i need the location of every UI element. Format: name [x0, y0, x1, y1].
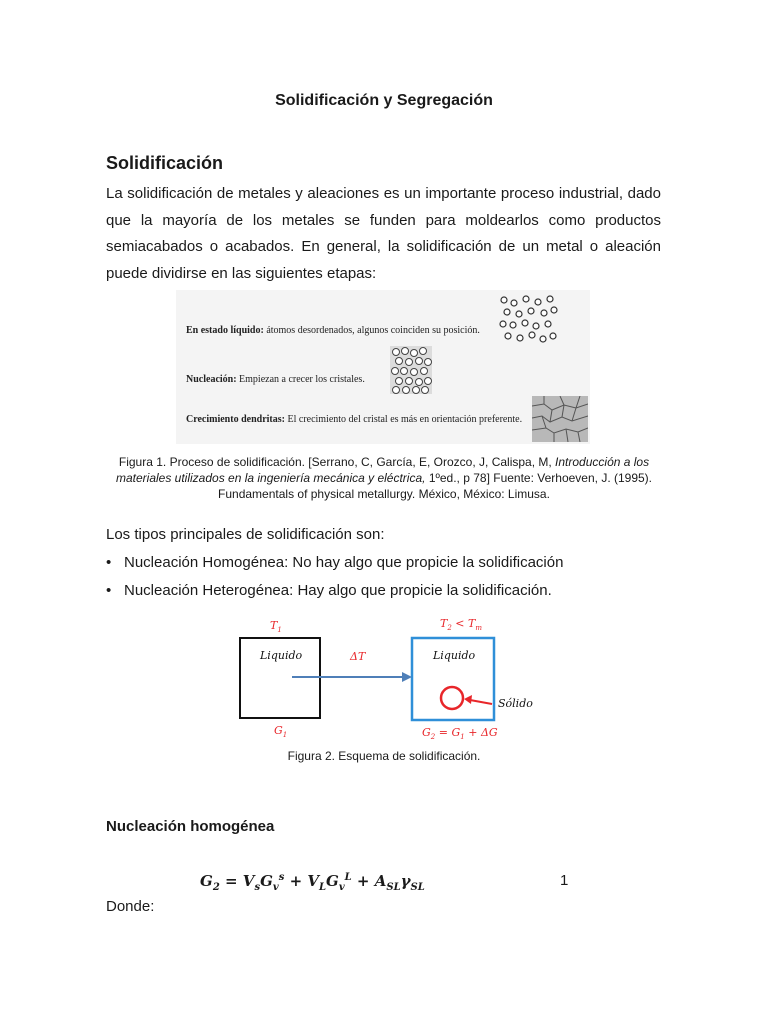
- types-lead: Los tipos principales de solidificación son:: [106, 526, 385, 543]
- g1-label: $G_1$: [274, 724, 288, 739]
- bullet-icon: •: [106, 554, 112, 571]
- equation-number: 1: [560, 872, 569, 889]
- list-item: • Nucleación Heterogénea: Hay algo que propicie la solidificación.: [106, 582, 552, 599]
- g2-label: $G_2 = G_1 + \Delta G$: [422, 726, 498, 741]
- equation: $G_2 = V_sG_v^s + V_LG_v^L + A_{SL}\gamma_{SL}$: [200, 872, 425, 893]
- liquid-label-right: Liquido: [433, 649, 476, 662]
- delta-t-label: ΔT: [350, 650, 366, 663]
- dendrite-grains-illustration: [532, 396, 588, 442]
- t1-label: $T_1$: [270, 619, 282, 634]
- figure-1-caption: Figura 1. Proceso de solidificación. [Serrano, C, García, E, Orozco, J, Calispa, M, Introducción a los materiales utilizados en la ingeniería mecánica y eléctrica, 1ºed., p 78] Fuente: Verhoeven, J. (1995). Fundamentals of physical metallurgy. México, México: Limusa.: [115, 455, 653, 501]
- t2-label: $T_2 < T_m$: [440, 617, 482, 632]
- solidification-diagram: [230, 612, 540, 744]
- donde-label: Donde:: [106, 898, 155, 915]
- liquid-atoms-illustration: [498, 294, 558, 346]
- bullet-icon: •: [106, 582, 112, 599]
- solid-pointer-arrowhead: [464, 695, 472, 704]
- solid-pointer-arrow: [470, 700, 492, 704]
- figure-1-image: [176, 290, 590, 444]
- list-item: • Nucleación Homogénea: No hay algo que propicie la solidificación: [106, 554, 564, 571]
- section-heading: Solidificación: [106, 153, 224, 173]
- figure-2-caption: Figura 2. Esquema de solidificación.: [287, 749, 481, 763]
- figure-1-row-liquid: En estado líquido: átomos desordenados, algunos coinciden su posición.: [186, 325, 480, 336]
- figure-1-row-nucleation: Nucleación: Empiezan a crecer los cristales.: [186, 374, 365, 385]
- document-title: Solidificación y Segregación: [275, 92, 493, 109]
- liquid-label-left: Liquido: [260, 649, 303, 662]
- intro-paragraph: La solidificación de metales y aleaciones es un importante proceso industrial, dado que la mayoría de los metales se funden para moldearlos como productos semiacabados o acabados. En general, la solidificación de un metal o aleación puede dividirse en las siguientes etapas:: [106, 185, 661, 282]
- solid-label: Sólido: [498, 697, 533, 710]
- subsection-heading: Nucleación homogénea: [106, 818, 275, 835]
- nucleation-crystals-illustration: [390, 346, 432, 394]
- delta-t-arrowhead: [402, 672, 412, 682]
- figure-1-row-dendrites: Crecimiento dendritas: El crecimiento del cristal es más en orientación preferente.: [186, 414, 523, 425]
- solid-nucleus: [441, 687, 463, 709]
